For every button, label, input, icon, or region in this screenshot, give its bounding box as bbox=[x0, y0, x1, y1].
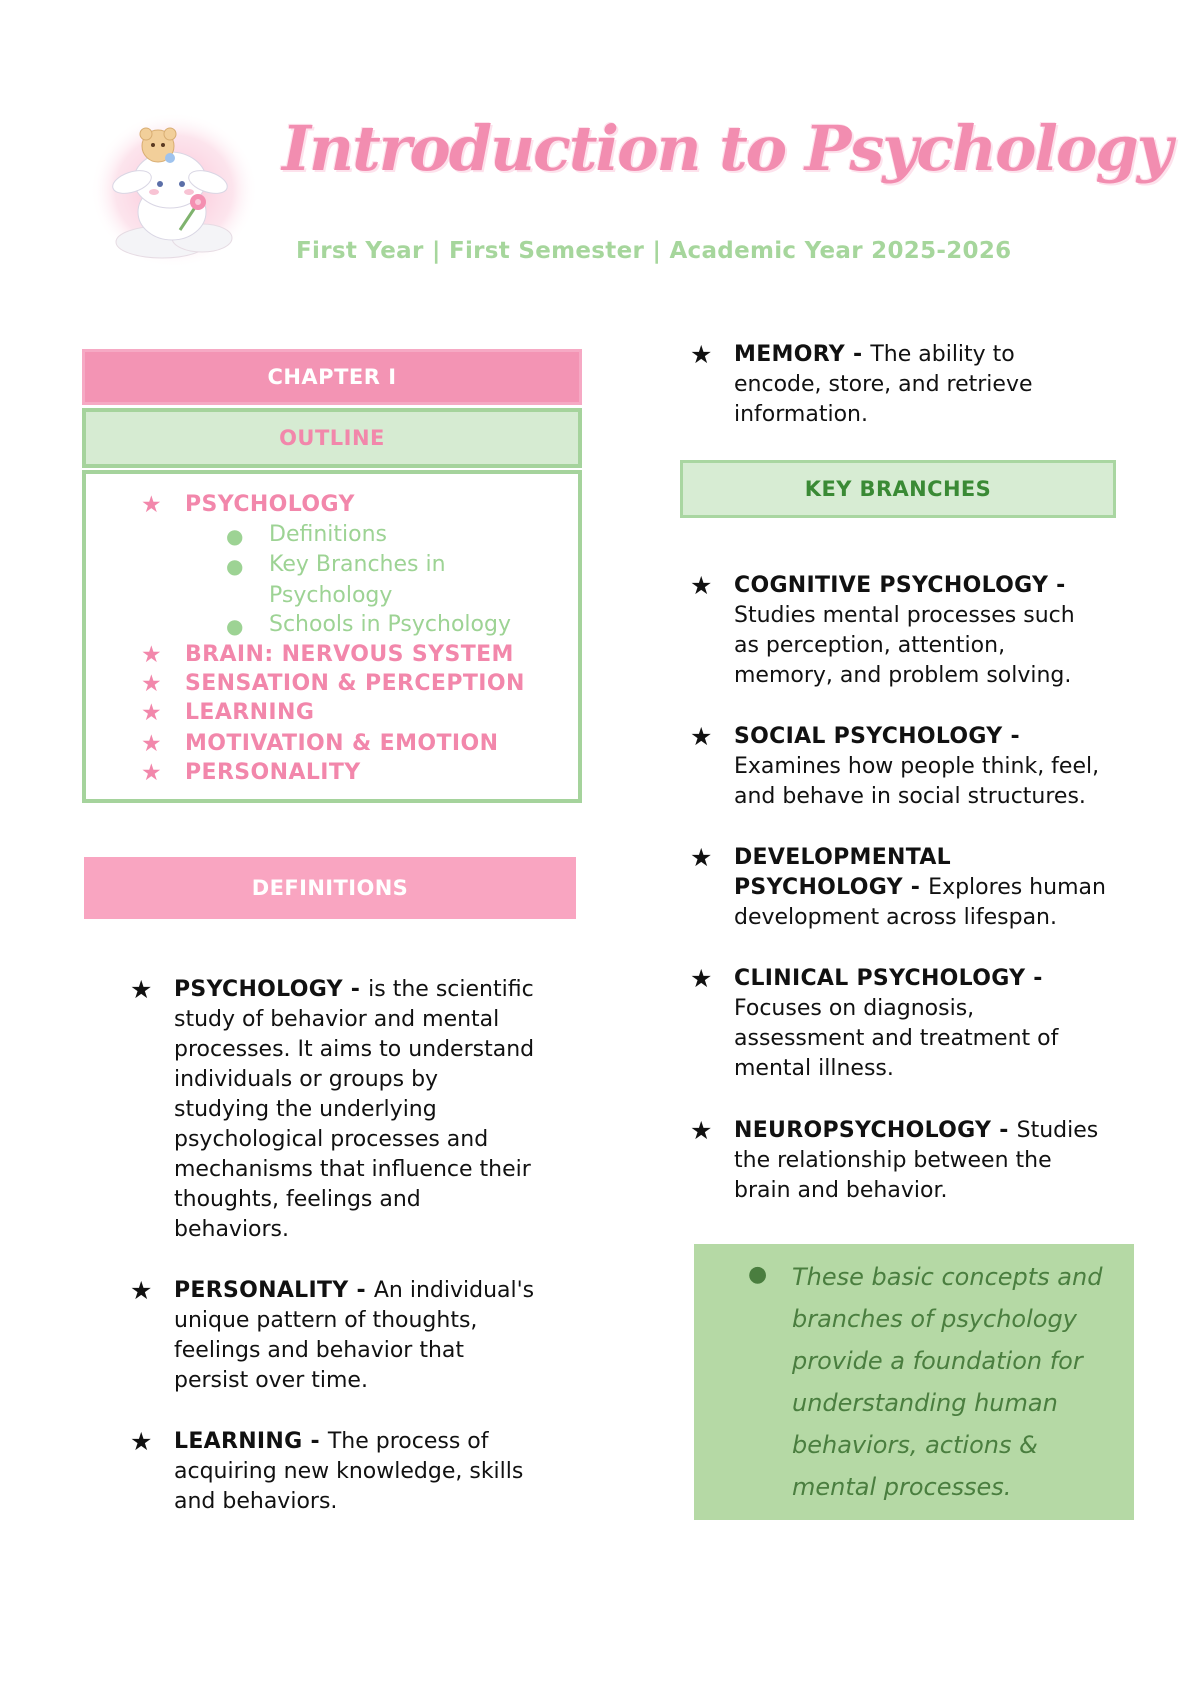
definition-line: study of behavior and mental bbox=[174, 1007, 500, 1032]
branch-term: COGNITIVE PSYCHOLOGY - bbox=[734, 573, 1066, 598]
star-icon: ★ bbox=[690, 722, 713, 751]
branch-social bbox=[690, 722, 1134, 812]
bullet-icon: ● bbox=[226, 614, 244, 638]
branch-line: Examines how people think, feel, bbox=[734, 754, 1100, 779]
definition-line: behaviors. bbox=[174, 1217, 290, 1242]
definition-term: MEMORY - bbox=[734, 342, 871, 367]
definition-line: encode, store, and retrieve bbox=[734, 372, 1033, 397]
page-subtitle: First Year | First Semester | Academic Year 2025-2026 bbox=[296, 238, 1012, 264]
star-icon: ★ bbox=[141, 671, 162, 697]
star-icon: ★ bbox=[690, 964, 713, 993]
bullet-icon: ● bbox=[748, 1262, 768, 1287]
star-icon: ★ bbox=[141, 731, 162, 757]
branch-term: CLINICAL PSYCHOLOGY - bbox=[734, 966, 1043, 991]
star-icon: ★ bbox=[130, 975, 153, 1004]
definition-line: mechanisms that influence their bbox=[174, 1157, 531, 1182]
branch-line: Studies mental processes such bbox=[734, 603, 1075, 628]
branch-line: and behave in social structures. bbox=[734, 784, 1086, 809]
star-icon: ★ bbox=[690, 340, 713, 369]
definition-line: information. bbox=[734, 402, 868, 427]
note-line: behaviors, actions & bbox=[792, 1431, 1038, 1459]
definition-line: feelings and behavior that bbox=[174, 1338, 465, 1363]
note-line: branches of psychology bbox=[792, 1305, 1077, 1333]
bullet-icon: ● bbox=[226, 524, 244, 548]
page-title: Introduction to Psychology bbox=[282, 112, 1171, 185]
definition-term: LEARNING - bbox=[174, 1429, 328, 1454]
note-text bbox=[792, 1256, 1122, 1508]
definition-line: psychological processes and bbox=[174, 1127, 489, 1152]
branch-term: SOCIAL PSYCHOLOGY - bbox=[734, 724, 1020, 749]
bullet-icon: ● bbox=[226, 554, 244, 578]
definition-line: persist over time. bbox=[174, 1368, 368, 1393]
star-icon: ★ bbox=[141, 642, 162, 668]
star-icon: ★ bbox=[141, 700, 162, 726]
definition-line: thoughts, feelings and bbox=[174, 1187, 421, 1212]
star-icon: ★ bbox=[690, 571, 713, 600]
definition-memory bbox=[690, 340, 1134, 430]
definition-line: unique pattern of thoughts, bbox=[174, 1308, 478, 1333]
definition-line: PSYCHOLOGY - is the scientific bbox=[174, 977, 534, 1002]
note-line: mental processes. bbox=[792, 1473, 1012, 1501]
star-icon: ★ bbox=[141, 492, 162, 518]
star-icon: ★ bbox=[130, 1427, 153, 1456]
branch-neuropsychology bbox=[690, 1116, 1144, 1206]
star-icon: ★ bbox=[141, 760, 162, 786]
definition-line: LEARNING - The process of bbox=[174, 1429, 489, 1454]
mascot-illustration bbox=[92, 112, 262, 272]
definition-line: and behaviors. bbox=[174, 1489, 338, 1514]
definition-line: processes. It aims to understand bbox=[174, 1037, 535, 1062]
branch-developmental bbox=[690, 843, 1144, 933]
branch-term: DEVELOPMENTAL bbox=[734, 845, 951, 870]
outline-box: ★ PSYCHOLOGY ● Definitions ● Key Branches in Psychology ● Schools in Psychology ★ BRAIN: NERVOUS SYSTEM ★ SENSATION & PERCEPTION ★ LEARNING ★ MOTIVATION & EMOTION ★ PERSONALITY bbox=[82, 470, 582, 803]
definition-term: PERSONALITY - bbox=[174, 1278, 374, 1303]
chapter-header: CHAPTER I bbox=[82, 349, 582, 405]
note-line: provide a foundation for bbox=[792, 1347, 1083, 1375]
definition-line: MEMORY - The ability to bbox=[734, 342, 1015, 367]
branch-line: as perception, attention, bbox=[734, 633, 1006, 658]
key-branches-header: KEY BRANCHES bbox=[680, 460, 1116, 518]
definition-psychology bbox=[130, 975, 574, 1245]
star-icon: ★ bbox=[130, 1276, 153, 1305]
definition-line: PERSONALITY - An individual's bbox=[174, 1278, 535, 1303]
star-icon: ★ bbox=[690, 1116, 713, 1145]
star-icon: ★ bbox=[690, 843, 713, 872]
definition-learning bbox=[130, 1427, 574, 1517]
definition-line: studying the underlying bbox=[174, 1097, 437, 1122]
branch-line: assessment and treatment of bbox=[734, 1026, 1059, 1051]
branch-term: NEUROPSYCHOLOGY - bbox=[734, 1118, 1017, 1143]
branch-clinical bbox=[690, 964, 1134, 1084]
branch-line: NEUROPSYCHOLOGY - Studies bbox=[734, 1118, 1099, 1143]
note-line: These basic concepts and bbox=[792, 1263, 1103, 1291]
branch-line: memory, and problem solving. bbox=[734, 663, 1072, 688]
definition-personality bbox=[130, 1276, 574, 1396]
branch-term: PSYCHOLOGY - bbox=[734, 875, 929, 900]
branch-line: development across lifespan. bbox=[734, 905, 1057, 930]
definition-line: individuals or groups by bbox=[174, 1067, 439, 1092]
branch-line: the relationship between the bbox=[734, 1148, 1052, 1173]
outline-header: OUTLINE bbox=[82, 408, 582, 468]
branch-line: brain and behavior. bbox=[734, 1178, 948, 1203]
branch-line: Focuses on diagnosis, bbox=[734, 996, 975, 1021]
branch-line: PSYCHOLOGY - Explores human bbox=[734, 875, 1106, 900]
definition-line: acquiring new knowledge, skills bbox=[174, 1459, 524, 1484]
definition-term: PSYCHOLOGY - bbox=[174, 977, 369, 1002]
definitions-header: DEFINITIONS bbox=[84, 857, 576, 919]
branch-line: mental illness. bbox=[734, 1056, 894, 1081]
branch-cognitive bbox=[690, 571, 1134, 691]
note-line: understanding human bbox=[792, 1389, 1058, 1417]
